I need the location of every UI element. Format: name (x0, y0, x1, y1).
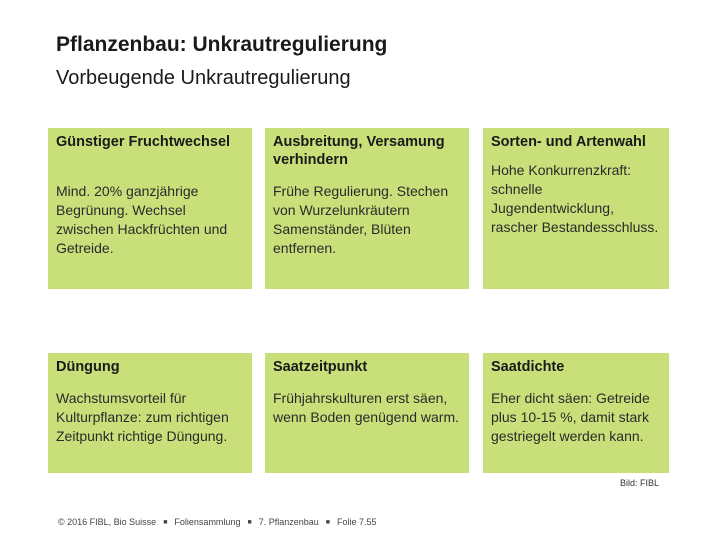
card-fruchtwechsel (48, 128, 252, 289)
card-text: Frühe Regulierung. Stechen von Wurzelunkräutern Samenständer, Blüten entfernen. (273, 183, 449, 256)
card-heading: Sorten- und Artenwahl (491, 134, 646, 150)
card-text: Hohe Konkurrenzkraft: schnelle Jugendentwicklung, rascher Bestandesschluss. (491, 162, 659, 235)
footer-separator: ■ (247, 519, 252, 526)
footer-slide-number: Folie 7.55 (336, 517, 377, 527)
card-heading: Günstiger Fruchtwechsel (56, 134, 231, 150)
card-text: Mind. 20% ganzjährige Begrünung. Wechsel zwischen Hackfrüchten und Getreide. (56, 183, 228, 256)
image-credit: Bild: FIBL (620, 478, 660, 488)
footer (58, 517, 377, 527)
card-text: Eher dicht säen: Getreide plus 10-15 %, damit stark gestriegelt werden kann. (491, 390, 650, 444)
card-saatzeitpunkt (265, 353, 469, 473)
footer-collection: Foliensammlung (174, 517, 241, 527)
page-subtitle: Vorbeugende Unkrautregulierung (56, 67, 351, 89)
footer-chapter: 7. Pflanzenbau (258, 517, 319, 527)
card-sortenwahl (483, 128, 669, 289)
card-text: Wachstumsvorteil für Kulturpflanze: zum richtigen Zeitpunkt richtige Düngung. (56, 390, 229, 444)
page-title: Pflanzenbau: Unkrautregulierung (56, 33, 388, 56)
card-saatdichte (483, 353, 669, 473)
card-heading: Ausbreitung, Versamung verhindern (273, 134, 445, 168)
card-heading: Düngung (56, 359, 120, 375)
card-versamung (265, 128, 469, 289)
footer-copyright: © 2016 FIBL, Bio Suisse (58, 517, 157, 527)
card-duengung (48, 353, 252, 473)
footer-separator: ■ (325, 519, 330, 526)
card-heading: Saatzeitpunkt (273, 359, 368, 375)
footer-separator: ■ (163, 519, 168, 526)
card-heading: Saatdichte (491, 359, 565, 375)
card-text: Frühjahrskulturen erst säen, wenn Boden genügend warm. (273, 390, 460, 425)
